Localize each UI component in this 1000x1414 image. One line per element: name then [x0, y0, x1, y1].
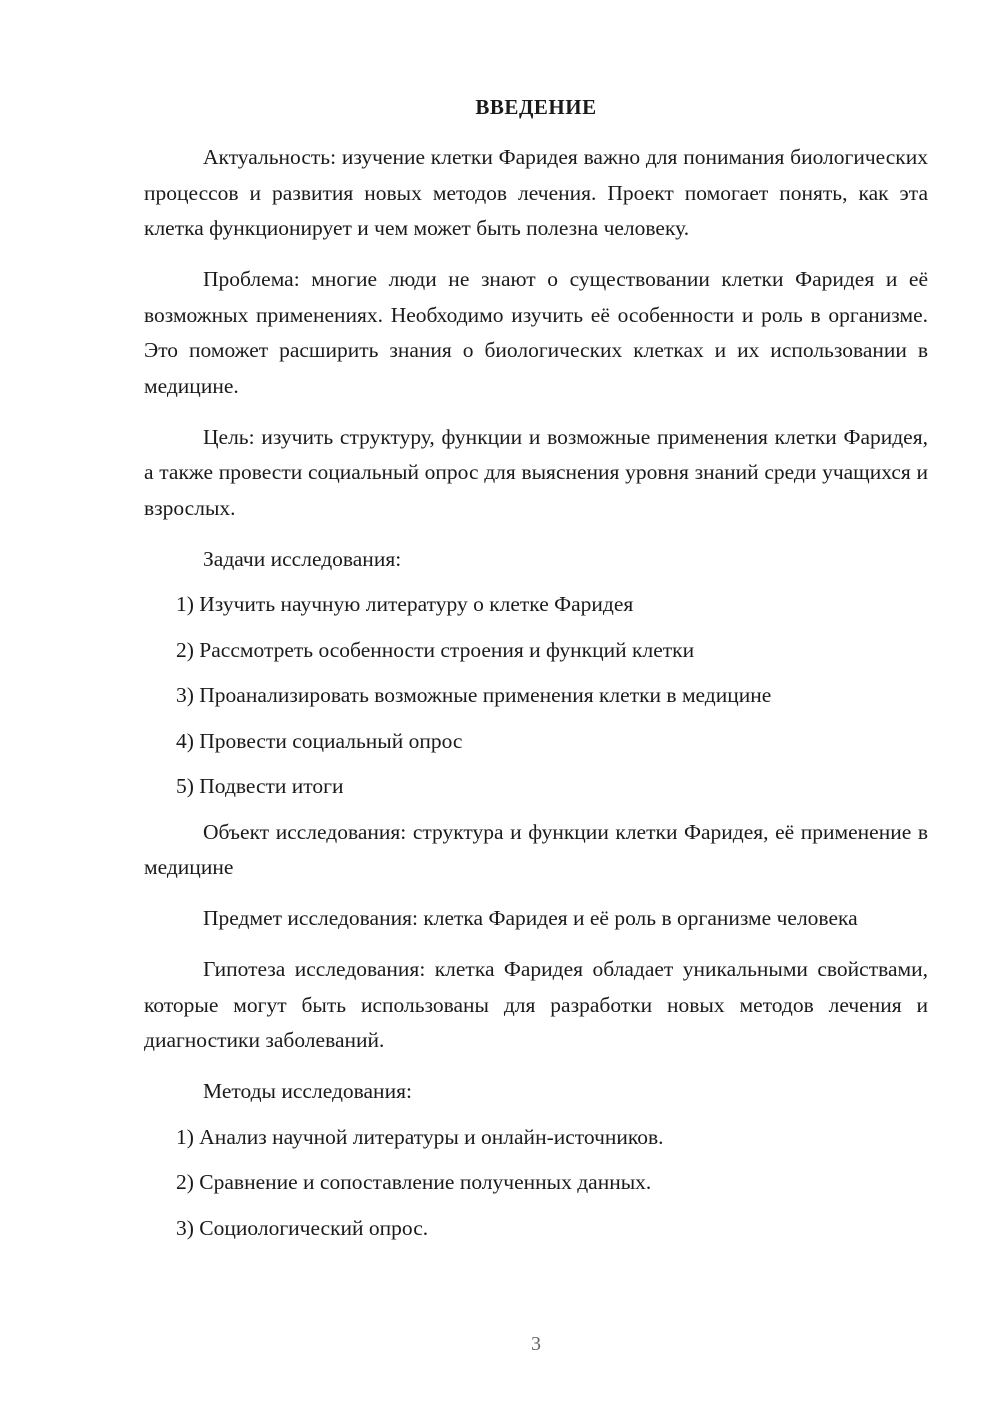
paragraph-problem: Проблема: многие люди не знают о существовании клетки Фаридея и её возможных применениях. Необходимо изучить её особенности и роль в организме. Это поможет расширить знания о биологических клетках и их использовании в медицине.	[144, 267, 928, 398]
list-item: 1) Изучить научную литературу о клетке Фаридея	[176, 592, 634, 616]
paragraph-relevance: Актуальность: изучение клетки Фаридея важно для понимания биологических процессов и развития новых методов лечения. Проект помогает понять, как эта клетка функционирует и чем может быть полезна человеку.	[144, 145, 928, 240]
list-item: 4) Провести социальный опрос	[176, 728, 463, 753]
paragraph-subject: Предмет исследования: клетка Фаридея и её роль в организме человека	[203, 906, 858, 930]
list-item: 2) Рассмотреть особенности строения и функций клетки	[176, 637, 695, 662]
paragraph-goal: Цель: изучить структуру, функции и возможные применения клетки Фаридея, а также провести социальный опрос для выяснения уровня знаний среди учащихся и взрослых.	[144, 424, 928, 520]
section-title: ВВЕДЕНИЕ	[475, 95, 597, 119]
tasks-list	[144, 587, 928, 805]
list-item: 2) Сравнение и сопоставление полученных данных.	[176, 1170, 652, 1194]
document-body	[144, 140, 928, 1256]
list-item: 3) Проанализировать возможные применения клетки в медицине	[176, 683, 772, 707]
list-item: 1) Анализ научной литературы и онлайн-источников.	[176, 1124, 664, 1149]
methods-list	[144, 1120, 928, 1247]
paragraph-object: Объект исследования: структура и функции клетки Фаридея, её применение в медицине	[144, 819, 928, 879]
paragraph-hypothesis: Гипотеза исследования: клетка Фаридея обладает уникальными свойствами, которые могут быть использованы для разработки новых методов лечения и диагностики заболеваний.	[144, 957, 928, 1052]
page-number: 3	[531, 1333, 541, 1355]
list-item: 3) Социологический опрос.	[176, 1215, 429, 1240]
methods-heading: Методы исследования:	[203, 1079, 412, 1103]
tasks-heading: Задачи исследования:	[203, 546, 402, 571]
list-item: 5) Подвести итоги	[176, 774, 344, 798]
